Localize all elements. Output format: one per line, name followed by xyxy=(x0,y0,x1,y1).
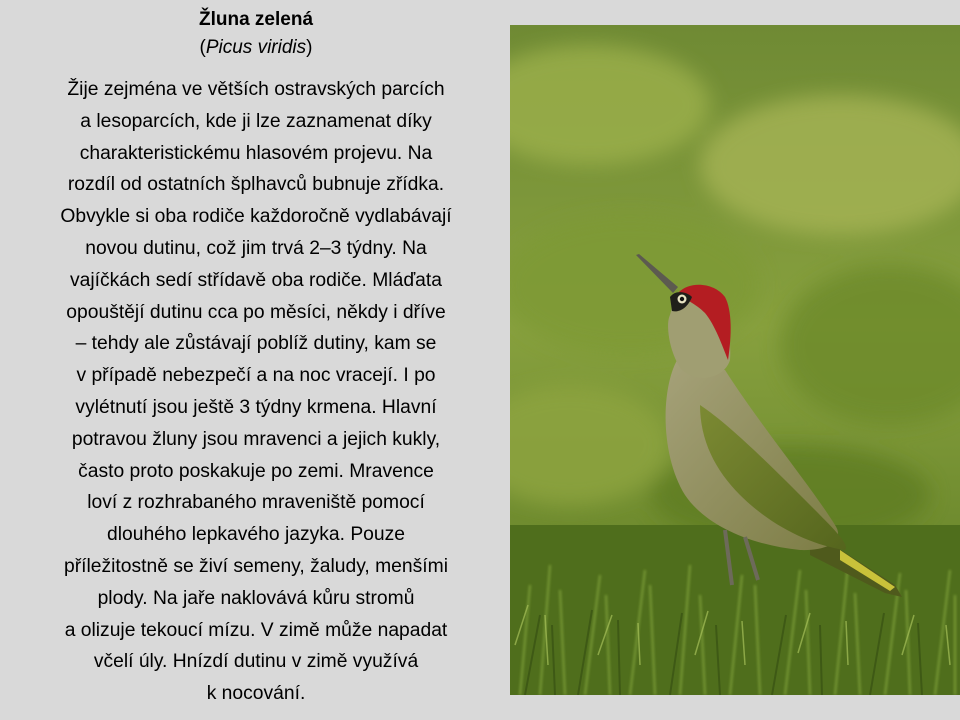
description-line: dlouhého lepkavého jazyka. Pouze xyxy=(106,524,405,546)
description-text xyxy=(6,74,506,710)
description-line: plody. Na jaře naklovává kůru stromů xyxy=(97,587,415,609)
description-line: k nocování. xyxy=(206,683,306,705)
description-line: Žije zejména ve větších ostravských parcích xyxy=(67,79,445,100)
text-column xyxy=(6,6,506,710)
latin-name: Picus viridis xyxy=(205,37,307,58)
latin-name-line xyxy=(6,34,506,62)
description-line: Obvykle si oba rodiče každoročně vydlabávají xyxy=(60,206,452,228)
description-line: opouštějí dutinu cca po měsíci, někdy i dříve xyxy=(66,301,446,323)
latin-open-paren: ( xyxy=(199,37,206,58)
species-title: Žluna zelená xyxy=(198,9,314,30)
description-line: rozdíl od ostatních šplhavců bubnuje zřídka. xyxy=(67,174,445,196)
woodpecker-photo xyxy=(510,25,960,695)
latin-close-paren: ) xyxy=(306,37,313,58)
description-line: loví z rozhrabaného mraveniště pomocí xyxy=(87,492,425,514)
description-line: vylétnutí jsou ještě 3 týdny krmena. Hlavní xyxy=(75,396,437,418)
description-line: a olizuje tekoucí mízu. V zimě může napadat xyxy=(64,619,448,641)
description-line: – tehdy ale zůstávají poblíž dutiny, kam se xyxy=(75,333,437,355)
description-line: příležitostně se živí semeny, žaludy, menšími xyxy=(64,555,448,577)
description-line: často proto poskakuje po zemi. Mravence xyxy=(78,460,434,482)
description-line: vajíčkách sedí střídavě oba rodiče. Mláďata xyxy=(70,269,442,291)
description-line: v případě nebezpečí a na noc vracejí. I po xyxy=(76,365,436,387)
description-line: charakteristickému hlasovém projevu. Na xyxy=(79,142,433,164)
description-line: a lesoparcích, kde ji lze zaznamenat díky xyxy=(80,110,432,132)
description-line: potravou žluny jsou mravenci a jejich kukly, xyxy=(71,428,441,450)
description-line: novou dutinu, což jim trvá 2–3 týdny. Na xyxy=(85,237,427,259)
description-line: včelí úly. Hnízdí dutinu v zimě využívá xyxy=(93,651,419,673)
